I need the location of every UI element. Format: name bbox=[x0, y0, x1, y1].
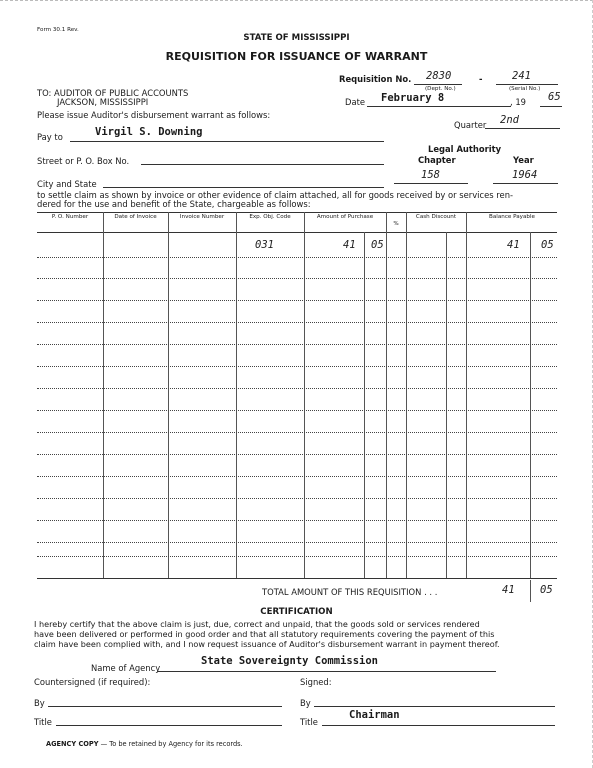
table-row bbox=[37, 322, 557, 323]
col-divider bbox=[406, 212, 407, 578]
dept-no-caption: (Dept. No.) bbox=[425, 86, 456, 92]
street-line bbox=[141, 164, 384, 165]
header-percent: % bbox=[393, 221, 399, 227]
addressee-line2: JACKSON, MISSISSIPPI bbox=[57, 97, 149, 107]
dept-no-value: 2830 bbox=[426, 70, 452, 82]
cents-divider bbox=[446, 232, 447, 578]
date-value: February 8 bbox=[381, 92, 445, 104]
row1-balance-cents: 05 bbox=[541, 239, 554, 251]
by-line-left bbox=[48, 706, 282, 707]
form-number: Form 30.1 Rev. bbox=[37, 27, 79, 33]
table-row bbox=[37, 542, 557, 543]
pay-to-value: Virgil S. Downing bbox=[95, 126, 203, 138]
authority-year-value: 1964 bbox=[512, 169, 538, 181]
table-row bbox=[37, 388, 557, 389]
agency-value: State Sovereignty Commission bbox=[201, 655, 379, 667]
table-top-rule bbox=[37, 212, 557, 213]
col-divider bbox=[304, 212, 305, 578]
footer-note bbox=[46, 740, 243, 748]
quarter-line bbox=[485, 128, 560, 129]
total-cents-divider bbox=[530, 580, 531, 602]
certification-heading: CERTIFICATION bbox=[260, 607, 333, 617]
cents-divider bbox=[364, 232, 365, 578]
serial-no-caption: (Serial No.) bbox=[509, 86, 541, 92]
col-divider bbox=[103, 212, 104, 578]
agency-label: Name of Agency bbox=[91, 663, 161, 673]
year-value: 65 bbox=[548, 91, 561, 103]
table-bottom-rule bbox=[37, 578, 557, 579]
total-label: TOTAL AMOUNT OF THIS REQUISITION . . . bbox=[262, 587, 438, 597]
certification-line3: claim have been complied with, and I now request issuance of Auditor's disbursement warrant in payment thereof. bbox=[34, 639, 500, 649]
year-label: Year bbox=[513, 155, 534, 165]
table-row bbox=[37, 366, 557, 367]
title-line-right bbox=[322, 725, 555, 726]
countersigned-label: Countersigned (if required): bbox=[34, 677, 151, 687]
table-row bbox=[37, 476, 557, 477]
pay-to-line bbox=[70, 141, 384, 142]
col-divider bbox=[236, 212, 237, 578]
city-line bbox=[103, 187, 384, 188]
addressee-line1: TO: AUDITOR OF PUBLIC ACCOUNTS bbox=[37, 88, 189, 98]
chapter-label: Chapter bbox=[418, 155, 456, 165]
year-line bbox=[540, 106, 562, 107]
header-invoice-number: Invoice Number bbox=[179, 214, 225, 220]
dept-no-line bbox=[414, 84, 462, 85]
total-dollars: 41 bbox=[502, 584, 515, 596]
city-label: City and State bbox=[37, 179, 97, 189]
instruction-text: Please issue Auditor's disbursement warrant as follows: bbox=[37, 110, 271, 120]
table-row bbox=[37, 454, 557, 455]
pay-to-label: Pay to bbox=[37, 132, 63, 142]
col-divider bbox=[466, 212, 467, 578]
chapter-line bbox=[394, 183, 468, 184]
requisition-dash: - bbox=[479, 74, 483, 84]
settle-text-1: to settle claim as shown by invoice or other evidence of claim attached, all for goods received by or services ren- bbox=[37, 190, 514, 200]
footer-retention-text: — To be retained by Agency for its records. bbox=[98, 740, 243, 748]
header-cash-discount: Cash Discount bbox=[415, 214, 457, 220]
row1-exp-obj-code: 031 bbox=[255, 239, 274, 251]
perforation-top bbox=[0, 0, 593, 1]
title-line-left bbox=[56, 725, 282, 726]
total-cents: 05 bbox=[540, 584, 553, 596]
title-label-left: Title bbox=[34, 717, 52, 727]
table-row bbox=[37, 278, 557, 279]
certification-line1: I hereby certify that the above claim is just, due, correct and unpaid, that the goods sold or services rendered bbox=[34, 619, 480, 629]
signed-label: Signed: bbox=[300, 677, 332, 687]
table-row bbox=[37, 257, 557, 258]
certification-line2: have been delivered or performed in good order and that all statutory requirements covering the payment of this bbox=[34, 629, 495, 639]
quarter-label: Quarter bbox=[454, 120, 487, 130]
header-amount-of-purchase: Amount of Purchase bbox=[316, 214, 374, 220]
signer-title-value: Chairman bbox=[349, 709, 400, 721]
cents-divider bbox=[530, 232, 531, 578]
requisition-label: Requisition No. bbox=[339, 74, 412, 84]
title-label-right: Title bbox=[300, 717, 318, 727]
row1-amount-cents: 05 bbox=[371, 239, 384, 251]
table-row bbox=[37, 556, 557, 557]
year-authority-line bbox=[493, 183, 558, 184]
serial-no-line bbox=[496, 84, 558, 85]
by-label-left: By bbox=[34, 698, 45, 708]
date-label: Date bbox=[345, 97, 366, 107]
footer-agency-copy: AGENCY COPY bbox=[46, 740, 99, 748]
table-row bbox=[37, 520, 557, 521]
table-row bbox=[37, 432, 557, 433]
col-divider bbox=[168, 212, 169, 578]
header-balance-payable: Balance Payable bbox=[489, 214, 535, 220]
table-row bbox=[37, 498, 557, 499]
date-line bbox=[367, 106, 511, 107]
table-header-rule bbox=[37, 232, 557, 233]
year-prefix: , 19 bbox=[510, 97, 526, 107]
table-row bbox=[37, 344, 557, 345]
header-date-of-invoice: Date of Invoice bbox=[114, 214, 157, 220]
row1-amount-dollars: 41 bbox=[343, 239, 356, 251]
by-line-right bbox=[314, 706, 555, 707]
table-row bbox=[37, 300, 557, 301]
table-row bbox=[37, 410, 557, 411]
street-label: Street or P. O. Box No. bbox=[37, 156, 130, 166]
chapter-value: 158 bbox=[421, 169, 440, 181]
by-label-right: By bbox=[300, 698, 311, 708]
row1-balance-dollars: 41 bbox=[507, 239, 520, 251]
legal-authority-label: Legal Authority bbox=[428, 144, 502, 154]
settle-text-2: dered for the use and benefit of the State, chargeable as follows: bbox=[37, 199, 311, 209]
form-title: REQUISITION FOR ISSUANCE OF WARRANT bbox=[165, 50, 428, 63]
serial-no-value: 241 bbox=[512, 70, 531, 82]
agency-line bbox=[157, 671, 496, 672]
header-po-number: P. O. Number bbox=[51, 214, 89, 220]
state-heading: STATE OF MISSISSIPPI bbox=[243, 33, 350, 43]
quarter-value: 2nd bbox=[500, 114, 519, 126]
header-exp-obj-code: Exp. Obj. Code bbox=[249, 214, 291, 220]
col-divider bbox=[386, 212, 387, 578]
